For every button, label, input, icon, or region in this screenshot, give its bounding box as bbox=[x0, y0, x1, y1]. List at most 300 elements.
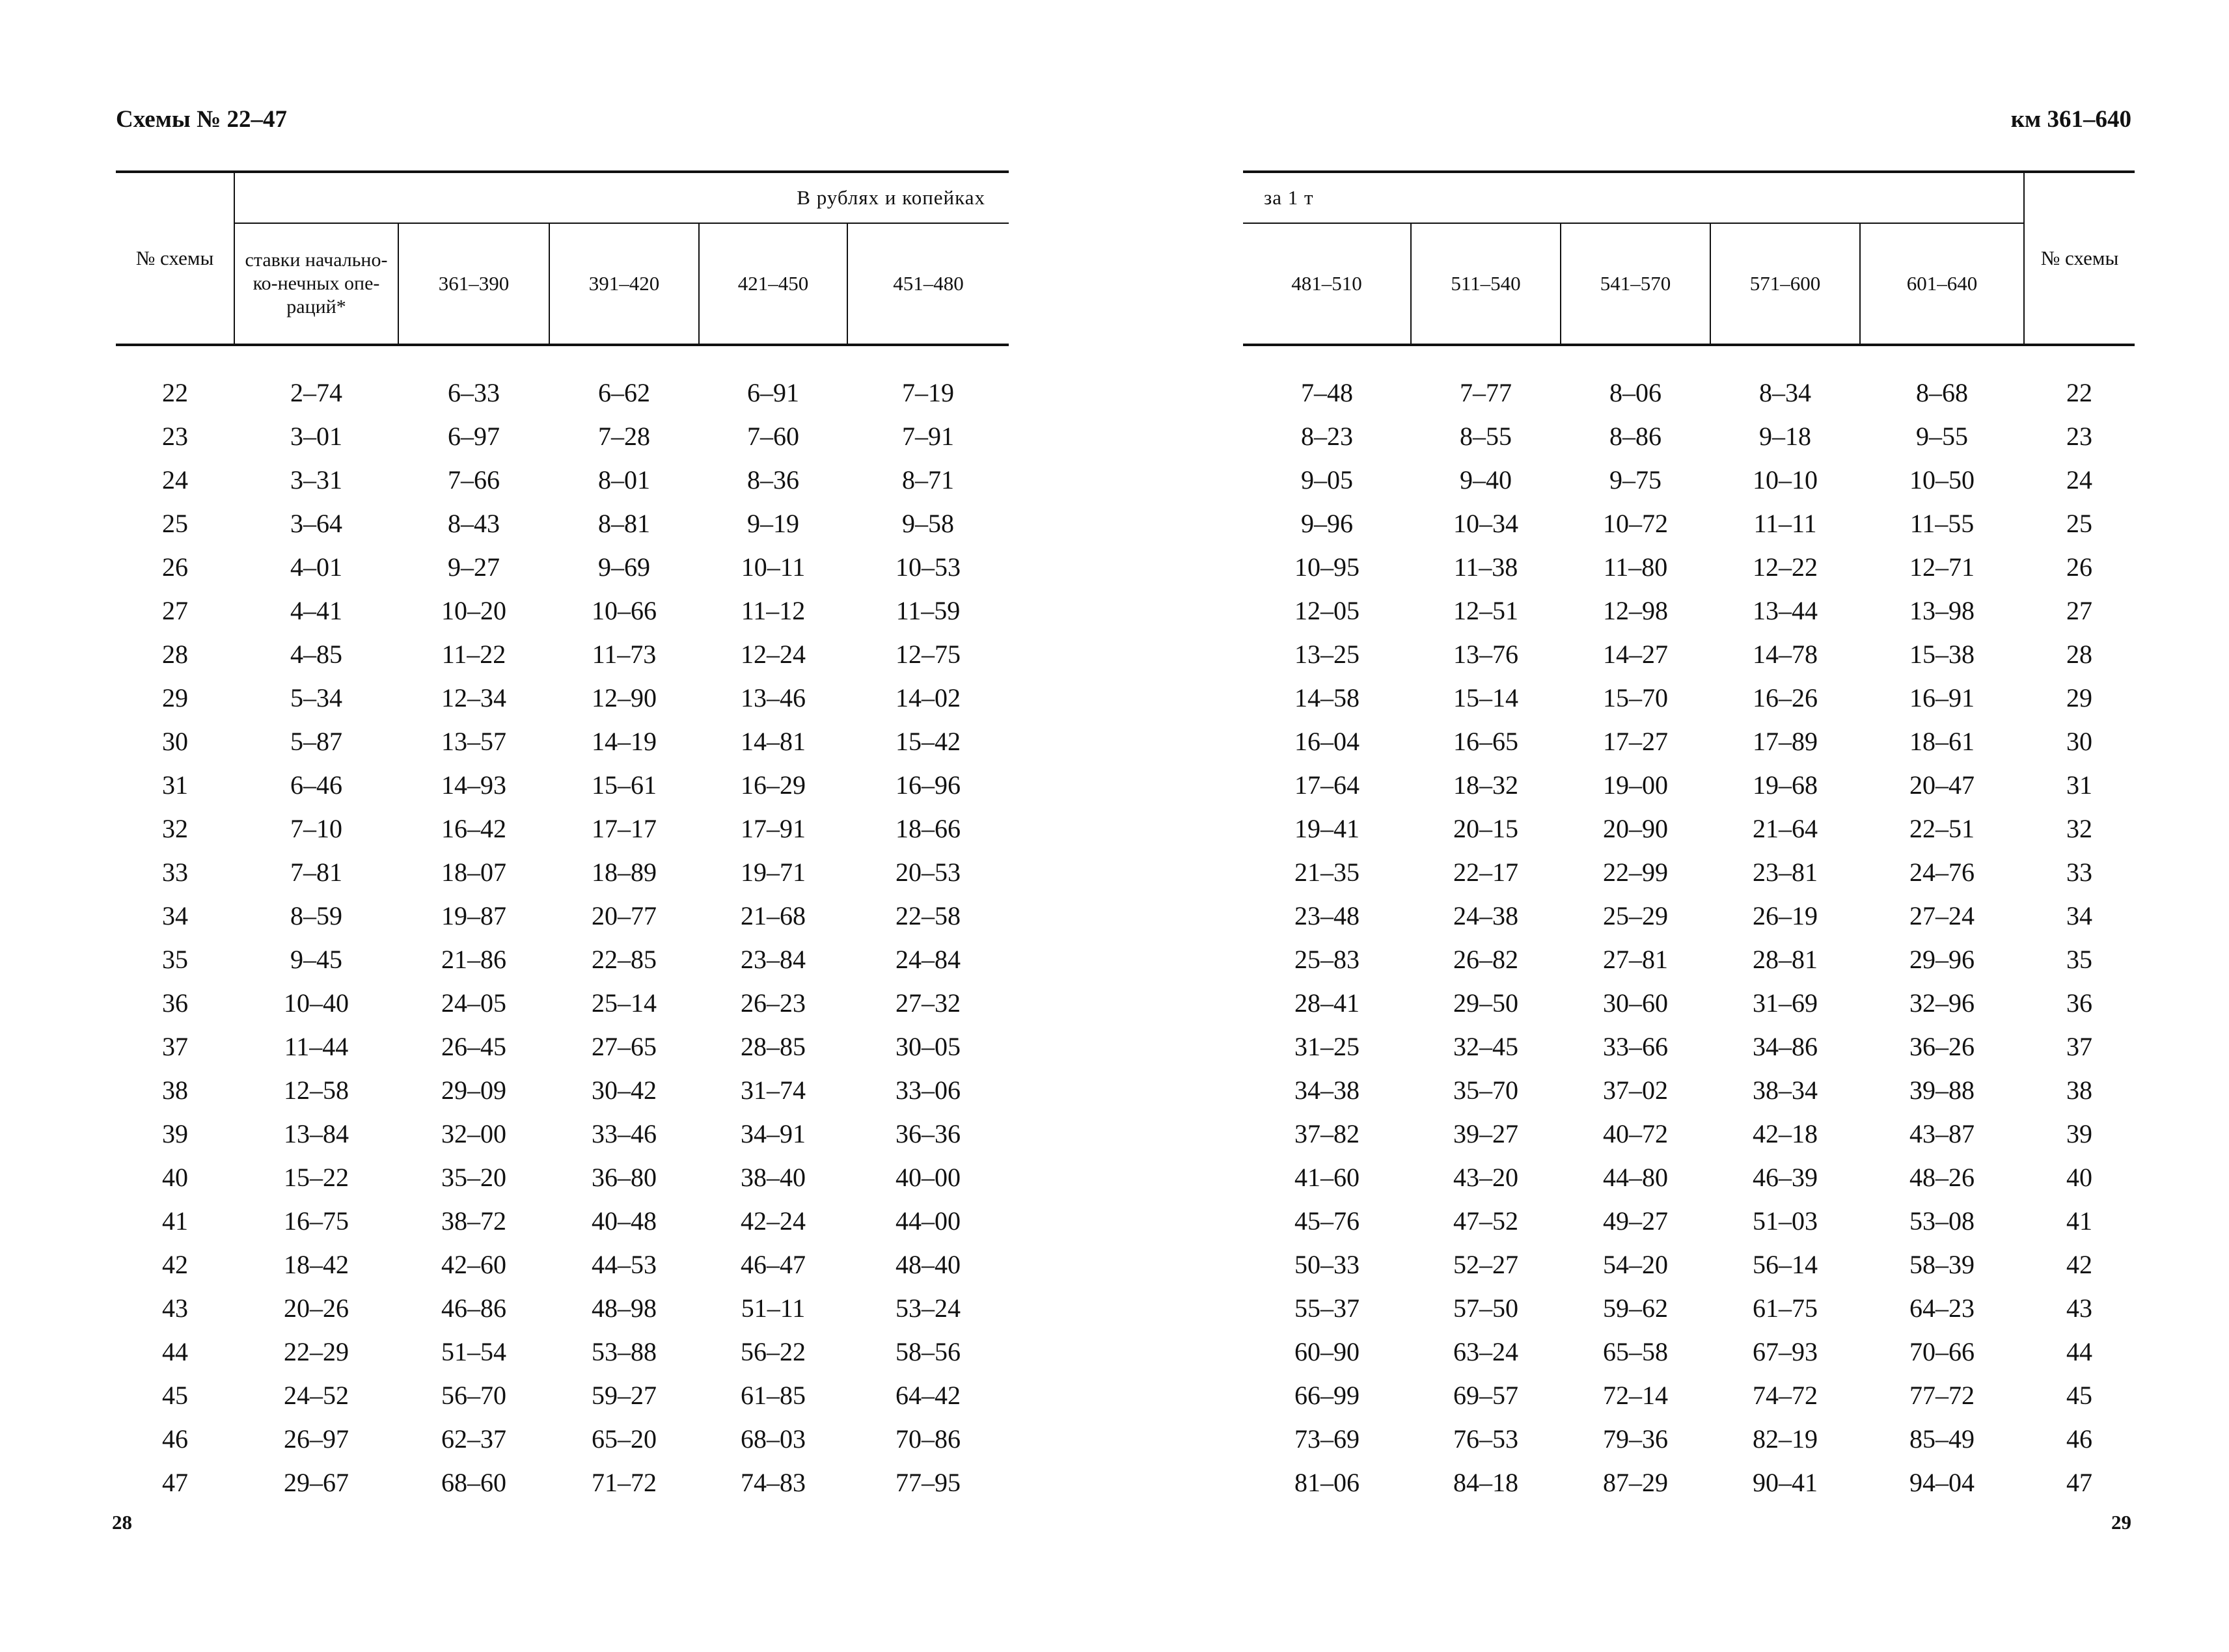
table-cell: 10–34 bbox=[1453, 509, 1518, 538]
table-cell: 10–95 bbox=[1294, 552, 1360, 582]
table-cell: 9–58 bbox=[902, 509, 954, 538]
table-cell: 51–11 bbox=[741, 1293, 806, 1323]
table-cell: 40 bbox=[2066, 1163, 2093, 1192]
table-cell: 12–51 bbox=[1453, 596, 1518, 625]
table-cell: 5–87 bbox=[290, 727, 342, 756]
table-cell: 22–51 bbox=[1909, 814, 1975, 843]
table-cell: 35–20 bbox=[441, 1163, 506, 1192]
table-cell: 9–69 bbox=[598, 552, 650, 582]
table-cell: 51–54 bbox=[441, 1337, 506, 1366]
table-cell: 23–84 bbox=[741, 945, 806, 974]
scheme-number-header: № схемы bbox=[2024, 172, 2135, 345]
table-cell: 17–17 bbox=[592, 814, 657, 843]
table-cell: 37–82 bbox=[1294, 1119, 1360, 1148]
table-cell: 6–91 bbox=[747, 378, 799, 407]
table-cell: 25 bbox=[2066, 509, 2093, 538]
table-row bbox=[1243, 545, 2135, 589]
table-cell: 32–45 bbox=[1453, 1032, 1518, 1061]
table-cell: 53–24 bbox=[896, 1293, 961, 1323]
right-page-title: км 361–640 bbox=[2010, 106, 2131, 133]
table-cell: 56–14 bbox=[1753, 1250, 1818, 1279]
table-cell: 28–85 bbox=[741, 1032, 806, 1061]
table-cell: 12–71 bbox=[1909, 552, 1975, 582]
right-page-number: 29 bbox=[2111, 1511, 2131, 1534]
table-cell: 68–03 bbox=[741, 1424, 806, 1454]
table-cell: 26 bbox=[162, 552, 188, 582]
table-cell: 94–04 bbox=[1909, 1468, 1975, 1497]
table-row bbox=[1243, 1112, 2135, 1156]
table-cell: 44–80 bbox=[1603, 1163, 1668, 1192]
table-cell: 11–44 bbox=[284, 1032, 349, 1061]
table-row bbox=[1243, 345, 2135, 414]
table-cell: 11–11 bbox=[1753, 509, 1817, 538]
table-row bbox=[1243, 1068, 2135, 1112]
table-cell: 14–81 bbox=[741, 727, 806, 756]
table-cell: 26–97 bbox=[284, 1424, 349, 1454]
table-cell: 43 bbox=[2066, 1293, 2093, 1323]
table-cell: 6–33 bbox=[448, 378, 500, 407]
left-page-number: 28 bbox=[112, 1511, 132, 1534]
table-cell: 46 bbox=[162, 1424, 188, 1454]
table-cell: 59–27 bbox=[592, 1381, 657, 1410]
table-row bbox=[1243, 676, 2135, 720]
table-cell: 18–66 bbox=[896, 814, 961, 843]
table-cell: 24–05 bbox=[441, 988, 506, 1018]
table-row bbox=[1243, 1461, 2135, 1504]
table-cell: 24–76 bbox=[1909, 858, 1975, 887]
table-row bbox=[116, 1417, 1009, 1461]
table-cell: 71–72 bbox=[592, 1468, 657, 1497]
table-cell: 7–81 bbox=[290, 858, 342, 887]
table-cell: 7–91 bbox=[902, 422, 954, 451]
table-cell: 22–99 bbox=[1603, 858, 1668, 887]
table-cell: 8–55 bbox=[1460, 422, 1512, 451]
table-cell: 8–34 bbox=[1759, 378, 1811, 407]
table-cell: 35 bbox=[2066, 945, 2093, 974]
table-cell: 7–66 bbox=[448, 465, 500, 494]
table-row bbox=[1243, 807, 2135, 850]
table-cell: 23 bbox=[2066, 422, 2093, 451]
table-cell: 65–20 bbox=[592, 1424, 657, 1454]
table-cell: 8–06 bbox=[1609, 378, 1661, 407]
table-cell: 2–74 bbox=[290, 378, 342, 407]
table-cell: 74–83 bbox=[741, 1468, 806, 1497]
table-cell: 14–58 bbox=[1294, 683, 1360, 712]
table-cell: 46–39 bbox=[1753, 1163, 1818, 1192]
table-cell: 66–99 bbox=[1294, 1381, 1360, 1410]
table-cell: 4–01 bbox=[290, 552, 342, 582]
table-cell: 13–57 bbox=[441, 727, 506, 756]
table-cell: 49–27 bbox=[1603, 1206, 1668, 1236]
table-cell: 39 bbox=[2066, 1119, 2093, 1148]
table-cell: 25–29 bbox=[1603, 901, 1668, 930]
table-cell: 11–59 bbox=[896, 596, 961, 625]
table-cell: 58–39 bbox=[1909, 1250, 1975, 1279]
table-cell: 64–23 bbox=[1909, 1293, 1975, 1323]
table-cell: 46–86 bbox=[441, 1293, 506, 1323]
table-cell: 20–15 bbox=[1453, 814, 1518, 843]
table-cell: 43–20 bbox=[1453, 1163, 1518, 1192]
table-cell: 18–32 bbox=[1453, 770, 1518, 800]
table-row bbox=[116, 1112, 1009, 1156]
table-cell: 9–75 bbox=[1609, 465, 1661, 494]
table-cell: 3–31 bbox=[290, 465, 342, 494]
table-cell: 24 bbox=[162, 465, 188, 494]
table-cell: 29 bbox=[162, 683, 188, 712]
table-cell: 53–08 bbox=[1909, 1206, 1975, 1236]
table-cell: 48–40 bbox=[896, 1250, 961, 1279]
table-cell: 67–93 bbox=[1753, 1337, 1818, 1366]
scheme-number-header: № схемы bbox=[116, 172, 234, 345]
table-row bbox=[1243, 1286, 2135, 1330]
table-cell: 23–48 bbox=[1294, 901, 1360, 930]
table-cell: 38 bbox=[2066, 1076, 2093, 1105]
table-row bbox=[116, 632, 1009, 676]
table-cell: 30–05 bbox=[896, 1032, 961, 1061]
table-cell: 24–84 bbox=[896, 945, 961, 974]
table-cell: 10–50 bbox=[1909, 465, 1975, 494]
table-cell: 44 bbox=[162, 1337, 188, 1366]
table-cell: 22–58 bbox=[896, 901, 961, 930]
table-cell: 8–23 bbox=[1301, 422, 1353, 451]
table-cell: 21–64 bbox=[1753, 814, 1818, 843]
table-cell: 84–18 bbox=[1453, 1468, 1518, 1497]
table-cell: 15–42 bbox=[896, 727, 961, 756]
table-cell: 8–01 bbox=[598, 465, 650, 494]
table-row bbox=[1243, 1417, 2135, 1461]
table-cell: 15–70 bbox=[1603, 683, 1668, 712]
table-cell: 45 bbox=[2066, 1381, 2093, 1410]
table-cell: 26–23 bbox=[741, 988, 806, 1018]
table-cell: 9–27 bbox=[448, 552, 500, 582]
table-cell: 79–36 bbox=[1603, 1424, 1668, 1454]
table-cell: 42–24 bbox=[741, 1206, 806, 1236]
table-row bbox=[116, 807, 1009, 850]
table-cell: 41 bbox=[162, 1206, 188, 1236]
table-cell: 8–86 bbox=[1609, 422, 1661, 451]
table-cell: 36–36 bbox=[896, 1119, 961, 1148]
table-cell: 43 bbox=[162, 1293, 188, 1323]
table-cell: 5–34 bbox=[290, 683, 342, 712]
table-cell: 18–07 bbox=[441, 858, 506, 887]
table-cell: 28–41 bbox=[1294, 988, 1360, 1018]
table-cell: 24 bbox=[2066, 465, 2093, 494]
distance-header: 421–450 bbox=[699, 223, 847, 345]
table-cell: 38 bbox=[162, 1076, 188, 1105]
table-cell: 39 bbox=[162, 1119, 188, 1148]
table-cell: 3–01 bbox=[290, 422, 342, 451]
table-cell: 23–81 bbox=[1753, 858, 1818, 887]
table-cell: 11–80 bbox=[1603, 552, 1668, 582]
distance-header: 391–420 bbox=[549, 223, 699, 345]
table-cell: 30–42 bbox=[592, 1076, 657, 1105]
table-cell: 9–55 bbox=[1916, 422, 1969, 451]
table-cell: 7–60 bbox=[747, 422, 799, 451]
table-cell: 6–46 bbox=[290, 770, 342, 800]
table-cell: 7–28 bbox=[598, 422, 650, 451]
distance-header: 451–480 bbox=[847, 223, 1009, 345]
table-cell: 6–97 bbox=[448, 422, 500, 451]
table-cell: 6–62 bbox=[598, 378, 650, 407]
table-row bbox=[116, 1243, 1009, 1286]
table-cell: 32–00 bbox=[441, 1119, 506, 1148]
table-cell: 33 bbox=[2066, 858, 2093, 887]
table-cell: 42 bbox=[162, 1250, 188, 1279]
table-cell: 61–75 bbox=[1753, 1293, 1818, 1323]
table-cell: 48–98 bbox=[592, 1293, 657, 1323]
table-cell: 16–75 bbox=[284, 1206, 349, 1236]
table-cell: 9–96 bbox=[1301, 509, 1353, 538]
table-cell: 42 bbox=[2066, 1250, 2093, 1279]
distance-header: 601–640 bbox=[1860, 223, 2024, 345]
table-cell: 27–32 bbox=[896, 988, 961, 1018]
table-cell: 16–04 bbox=[1294, 727, 1360, 756]
table-cell: 27 bbox=[2066, 596, 2093, 625]
table-cell: 45–76 bbox=[1294, 1206, 1360, 1236]
table-cell: 10–72 bbox=[1603, 509, 1668, 538]
table-cell: 25–83 bbox=[1294, 945, 1360, 974]
table-cell: 25–14 bbox=[592, 988, 657, 1018]
table-cell: 19–87 bbox=[441, 901, 506, 930]
table-cell: 20–53 bbox=[896, 858, 961, 887]
table-cell: 8–81 bbox=[598, 509, 650, 538]
table-cell: 51–03 bbox=[1753, 1206, 1818, 1236]
table-cell: 44–53 bbox=[592, 1250, 657, 1279]
table-cell: 18–61 bbox=[1909, 727, 1975, 756]
table-cell: 77–95 bbox=[896, 1468, 961, 1497]
table-cell: 26 bbox=[2066, 552, 2093, 582]
table-cell: 32 bbox=[2066, 814, 2093, 843]
table-cell: 29–50 bbox=[1453, 988, 1518, 1018]
table-cell: 32 bbox=[162, 814, 188, 843]
table-cell: 10–20 bbox=[441, 596, 506, 625]
table-row bbox=[116, 1199, 1009, 1243]
table-cell: 62–37 bbox=[441, 1424, 506, 1454]
table-cell: 7–77 bbox=[1460, 378, 1512, 407]
table-cell: 12–24 bbox=[741, 640, 806, 669]
table-cell: 64–42 bbox=[896, 1381, 961, 1410]
table-row bbox=[1243, 1025, 2135, 1068]
table-cell: 63–24 bbox=[1453, 1337, 1518, 1366]
table-cell: 8–59 bbox=[290, 901, 342, 930]
table-row bbox=[1243, 1243, 2135, 1286]
table-cell: 74–72 bbox=[1753, 1381, 1818, 1410]
table-cell: 22–17 bbox=[1453, 858, 1518, 887]
table-row bbox=[1243, 1156, 2135, 1199]
table-cell: 31 bbox=[2066, 770, 2093, 800]
table-cell: 65–58 bbox=[1603, 1337, 1668, 1366]
table-cell: 8–71 bbox=[902, 465, 954, 494]
table-row bbox=[1243, 458, 2135, 502]
table-cell: 37–02 bbox=[1603, 1076, 1668, 1105]
table-cell: 27–65 bbox=[592, 1032, 657, 1061]
table-cell: 16–65 bbox=[1453, 727, 1518, 756]
table-cell: 28 bbox=[2066, 640, 2093, 669]
table-row bbox=[1243, 1374, 2135, 1417]
table-cell: 48–26 bbox=[1909, 1163, 1975, 1192]
table-cell: 21–35 bbox=[1294, 858, 1360, 887]
table-cell: 27–81 bbox=[1603, 945, 1668, 974]
table-cell: 58–56 bbox=[896, 1337, 961, 1366]
table-cell: 11–55 bbox=[1909, 509, 1975, 538]
table-cell: 14–02 bbox=[896, 683, 961, 712]
table-cell: 18–42 bbox=[284, 1250, 349, 1279]
table-cell: 3–64 bbox=[290, 509, 342, 538]
table-cell: 20–26 bbox=[284, 1293, 349, 1323]
table-row bbox=[116, 1025, 1009, 1068]
table-cell: 11–12 bbox=[741, 596, 806, 625]
table-row bbox=[116, 676, 1009, 720]
table-cell: 31 bbox=[162, 770, 188, 800]
table-cell: 12–98 bbox=[1603, 596, 1668, 625]
table-row bbox=[116, 850, 1009, 894]
table-row bbox=[1243, 632, 2135, 676]
table-row bbox=[116, 414, 1009, 458]
table-row bbox=[116, 938, 1009, 981]
table-cell: 18–89 bbox=[592, 858, 657, 887]
table-cell: 61–85 bbox=[741, 1381, 806, 1410]
distance-header: 511–540 bbox=[1411, 223, 1561, 345]
table-row bbox=[116, 1374, 1009, 1417]
table-cell: 53–88 bbox=[592, 1337, 657, 1366]
table-cell: 38–40 bbox=[741, 1163, 806, 1192]
table-row bbox=[1243, 938, 2135, 981]
table-cell: 10–10 bbox=[1753, 465, 1818, 494]
table-row bbox=[1243, 981, 2135, 1025]
table-cell: 69–57 bbox=[1453, 1381, 1518, 1410]
table-row bbox=[116, 1330, 1009, 1374]
table-cell: 41 bbox=[2066, 1206, 2093, 1236]
table-cell: 29–96 bbox=[1909, 945, 1975, 974]
table-cell: 73–69 bbox=[1294, 1424, 1360, 1454]
table-cell: 14–78 bbox=[1753, 640, 1818, 669]
table-cell: 37 bbox=[2066, 1032, 2093, 1061]
table-row bbox=[116, 345, 1009, 414]
table-cell: 19–41 bbox=[1294, 814, 1360, 843]
table-cell: 15–22 bbox=[284, 1163, 349, 1192]
table-cell: 31–25 bbox=[1294, 1032, 1360, 1061]
table-cell: 33–46 bbox=[592, 1119, 657, 1148]
table-row bbox=[1243, 720, 2135, 763]
table-cell: 39–27 bbox=[1453, 1119, 1518, 1148]
table-cell: 15–61 bbox=[592, 770, 657, 800]
table-cell: 46 bbox=[2066, 1424, 2093, 1454]
table-cell: 13–46 bbox=[741, 683, 806, 712]
table-cell: 27 bbox=[162, 596, 188, 625]
table-cell: 11–38 bbox=[1453, 552, 1518, 582]
table-cell: 28 bbox=[162, 640, 188, 669]
table-cell: 39–88 bbox=[1909, 1076, 1975, 1105]
table-row bbox=[1243, 1199, 2135, 1243]
table-cell: 72–14 bbox=[1603, 1381, 1668, 1410]
table-cell: 54–20 bbox=[1603, 1250, 1668, 1279]
table-cell: 32–96 bbox=[1909, 988, 1975, 1018]
table-cell: 34 bbox=[162, 901, 188, 930]
table-row bbox=[1243, 894, 2135, 938]
table-cell: 24–52 bbox=[284, 1381, 349, 1410]
table-cell: 34–86 bbox=[1753, 1032, 1818, 1061]
table-cell: 68–60 bbox=[441, 1468, 506, 1497]
table-cell: 12–22 bbox=[1753, 552, 1818, 582]
table-cell: 25 bbox=[162, 509, 188, 538]
table-cell: 13–76 bbox=[1453, 640, 1518, 669]
table-cell: 21–86 bbox=[441, 945, 506, 974]
table-row bbox=[1243, 414, 2135, 458]
table-cell: 9–40 bbox=[1460, 465, 1512, 494]
table-cell: 10–11 bbox=[741, 552, 806, 582]
table-cell: 35–70 bbox=[1453, 1076, 1518, 1105]
table-cell: 22 bbox=[162, 378, 188, 407]
table-row bbox=[1243, 1330, 2135, 1374]
table-cell: 47–52 bbox=[1453, 1206, 1518, 1236]
table-cell: 46–47 bbox=[741, 1250, 806, 1279]
table-cell: 42–60 bbox=[441, 1250, 506, 1279]
table-cell: 30 bbox=[2066, 727, 2093, 756]
table-row bbox=[116, 763, 1009, 807]
table-cell: 40–72 bbox=[1603, 1119, 1668, 1148]
table-cell: 10–53 bbox=[896, 552, 961, 582]
table-cell: 15–38 bbox=[1909, 640, 1975, 669]
table-cell: 40 bbox=[162, 1163, 188, 1192]
table-row bbox=[116, 545, 1009, 589]
table-row bbox=[1243, 502, 2135, 545]
table-cell: 26–45 bbox=[441, 1032, 506, 1061]
table-row bbox=[116, 894, 1009, 938]
per-ton-caption: за 1 т bbox=[1243, 172, 2024, 223]
table-cell: 16–29 bbox=[741, 770, 806, 800]
table-row bbox=[116, 1286, 1009, 1330]
table-row bbox=[116, 1068, 1009, 1112]
table-cell: 20–77 bbox=[592, 901, 657, 930]
table-cell: 70–86 bbox=[896, 1424, 961, 1454]
table-cell: 13–25 bbox=[1294, 640, 1360, 669]
left-page-title: Схемы № 22–47 bbox=[116, 106, 287, 133]
table-cell: 85–49 bbox=[1909, 1424, 1975, 1454]
table-cell: 76–53 bbox=[1453, 1424, 1518, 1454]
table-cell: 42–18 bbox=[1753, 1119, 1818, 1148]
table-cell: 29–67 bbox=[284, 1468, 349, 1497]
table-cell: 16–96 bbox=[896, 770, 961, 800]
table-cell: 12–90 bbox=[592, 683, 657, 712]
table-cell: 38–72 bbox=[441, 1206, 506, 1236]
table-cell: 14–19 bbox=[592, 727, 657, 756]
initial-final-operations-header: ставки начально-ко-нечных опе-раций* bbox=[234, 223, 398, 345]
table-cell: 22 bbox=[2066, 378, 2093, 407]
table-cell: 90–41 bbox=[1753, 1468, 1818, 1497]
table-cell: 9–19 bbox=[747, 509, 799, 538]
table-cell: 19–68 bbox=[1753, 770, 1818, 800]
table-cell: 52–27 bbox=[1453, 1250, 1518, 1279]
distance-header: 481–510 bbox=[1243, 223, 1411, 345]
table-cell: 56–70 bbox=[441, 1381, 506, 1410]
table-cell: 16–91 bbox=[1909, 683, 1975, 712]
table-cell: 22–29 bbox=[284, 1337, 349, 1366]
right-rate-table bbox=[1243, 170, 2135, 1504]
table-cell: 17–27 bbox=[1603, 727, 1668, 756]
table-cell: 19–00 bbox=[1603, 770, 1668, 800]
table-cell: 36–26 bbox=[1909, 1032, 1975, 1061]
table-cell: 10–40 bbox=[284, 988, 349, 1018]
table-row bbox=[116, 981, 1009, 1025]
table-cell: 7–48 bbox=[1301, 378, 1353, 407]
table-cell: 11–73 bbox=[592, 640, 657, 669]
table-cell: 34–91 bbox=[741, 1119, 806, 1148]
table-cell: 13–84 bbox=[284, 1119, 349, 1148]
distance-header: 571–600 bbox=[1710, 223, 1860, 345]
table-cell: 9–45 bbox=[290, 945, 342, 974]
table-row bbox=[1243, 763, 2135, 807]
table-cell: 59–62 bbox=[1603, 1293, 1668, 1323]
